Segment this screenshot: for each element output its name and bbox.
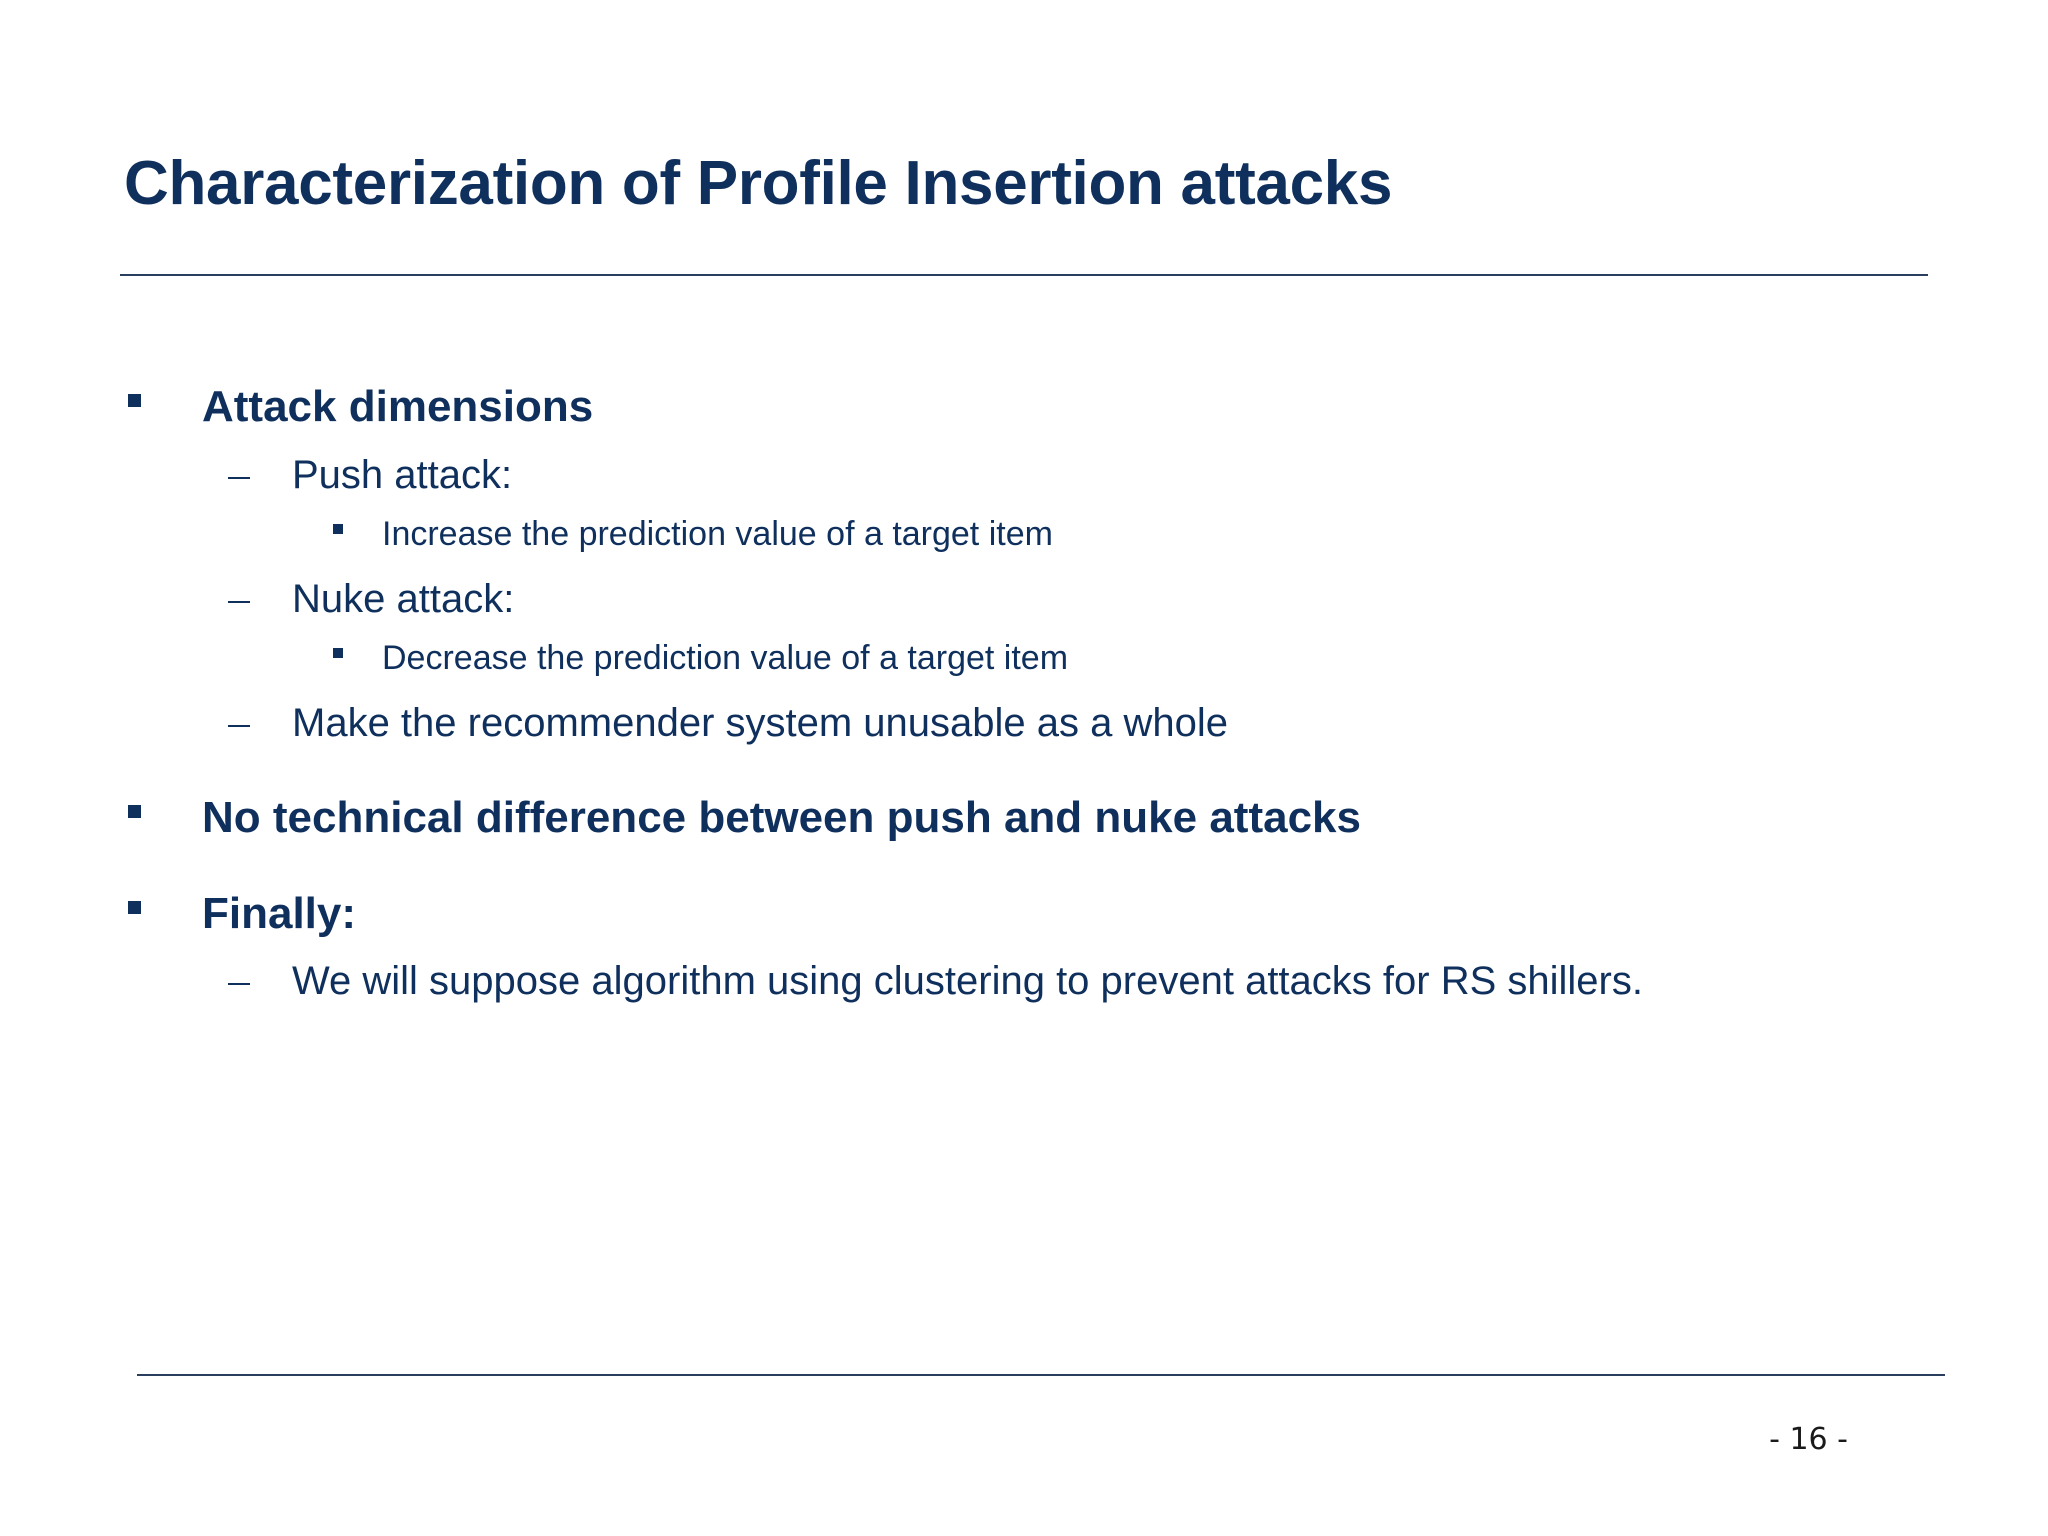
square-bullet-icon (128, 394, 141, 407)
title-divider (120, 274, 1928, 276)
square-bullet-icon (333, 648, 343, 658)
sub-sub-bullet-decrease: Decrease the prediction value of a target item (382, 639, 1069, 677)
sub-sub-bullet-increase: Increase the prediction value of a target item (382, 515, 1053, 553)
page-number: - 16 - (1769, 1422, 1848, 1457)
square-bullet-icon (128, 805, 141, 818)
bullet-finally: Finally: (202, 889, 357, 938)
dash-bullet-icon (228, 983, 250, 985)
dash-bullet-icon (228, 477, 250, 479)
sub-bullet-nuke-attack: Nuke attack: (292, 577, 515, 621)
dash-bullet-icon (228, 725, 250, 727)
bullet-attack-dimensions: Attack dimensions (202, 382, 594, 431)
slide-title: Characterization of Profile Insertion attacks (124, 149, 1393, 218)
sub-bullet-unusable: Make the recommender system unusable as a whole (292, 701, 1229, 745)
dash-bullet-icon (228, 601, 250, 603)
bullet-no-technical-difference: No technical difference between push and nuke attacks (202, 793, 1361, 842)
sub-bullet-push-attack: Push attack: (292, 453, 513, 497)
square-bullet-icon (333, 524, 343, 534)
square-bullet-icon (128, 901, 141, 914)
sub-bullet-clustering: We will suppose algorithm using clustering to prevent attacks for RS shillers. (292, 959, 1643, 1003)
footer-divider (137, 1374, 1945, 1376)
